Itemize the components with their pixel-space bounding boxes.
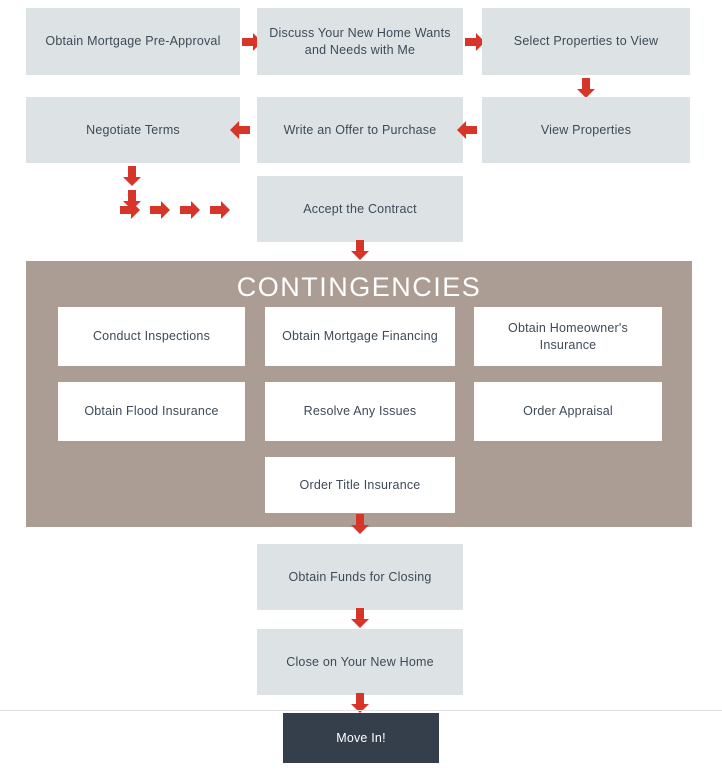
node-label: Conduct Inspections — [92, 329, 211, 344]
node-label: Negotiate Terms — [86, 122, 180, 137]
arrow-funds-to-close — [351, 608, 369, 628]
node-label: Obtain Funds for Closing — [288, 569, 432, 584]
node-label: Accept the Contract — [303, 201, 417, 216]
node-resolve-any-issues — [265, 382, 455, 441]
node-move-in — [283, 713, 439, 763]
node-discuss-wants-needs — [257, 8, 463, 75]
node-label: Obtain Flood Insurance — [84, 404, 219, 419]
node-negotiate-terms — [26, 97, 240, 163]
arrow-contingencies-to-funds — [351, 514, 369, 534]
node-label: Close on Your New Home — [286, 654, 434, 669]
node-obtain-flood-insurance — [58, 382, 245, 441]
node-label: Select Properties to View — [513, 34, 659, 49]
arrow-negotiate-down-1 — [123, 166, 141, 186]
arrow-accept-to-contingencies — [351, 240, 369, 260]
node-label: View Properties — [540, 122, 632, 137]
node-label: Discuss Your New Home Wants and Needs with Me — [269, 25, 451, 57]
arrow-select-to-view — [577, 78, 595, 98]
arrow-chain-right-1 — [120, 201, 140, 219]
arrow-chain-right-4 — [210, 201, 230, 219]
node-obtain-homeowners-insurance — [474, 307, 662, 366]
node-obtain-mortgage-financing — [265, 307, 455, 366]
node-obtain-mortgage-pre-approval — [26, 8, 240, 75]
node-write-an-offer — [257, 97, 463, 163]
node-label: Obtain Mortgage Pre-Approval — [45, 34, 221, 49]
node-label: Write an Offer to Purchase — [283, 122, 437, 137]
node-conduct-inspections — [58, 307, 245, 366]
node-label: Obtain Homeowner's Insurance — [508, 320, 628, 352]
footer-divider — [0, 710, 722, 711]
arrow-chain-right-3 — [180, 201, 200, 219]
node-label: Order Appraisal — [523, 404, 613, 419]
node-order-appraisal — [474, 382, 662, 441]
node-accept-the-contract — [257, 176, 463, 242]
node-label: Resolve Any Issues — [303, 404, 417, 419]
arrow-view-properties-to-write-offer — [457, 121, 477, 139]
contingencies-title: CONTINGENCIES — [236, 272, 482, 302]
node-label: Obtain Mortgage Financing — [282, 329, 438, 344]
node-label: Move In! — [336, 730, 386, 745]
node-order-title-insurance — [265, 457, 455, 513]
node-close-on-your-new-home — [257, 629, 463, 695]
node-obtain-funds-for-closing — [257, 544, 463, 610]
node-select-properties — [482, 8, 690, 75]
arrow-write-offer-to-negotiate — [230, 121, 250, 139]
node-view-properties — [482, 97, 690, 163]
node-label: Order Title Insurance — [299, 477, 421, 492]
arrow-chain-right-2 — [150, 201, 170, 219]
